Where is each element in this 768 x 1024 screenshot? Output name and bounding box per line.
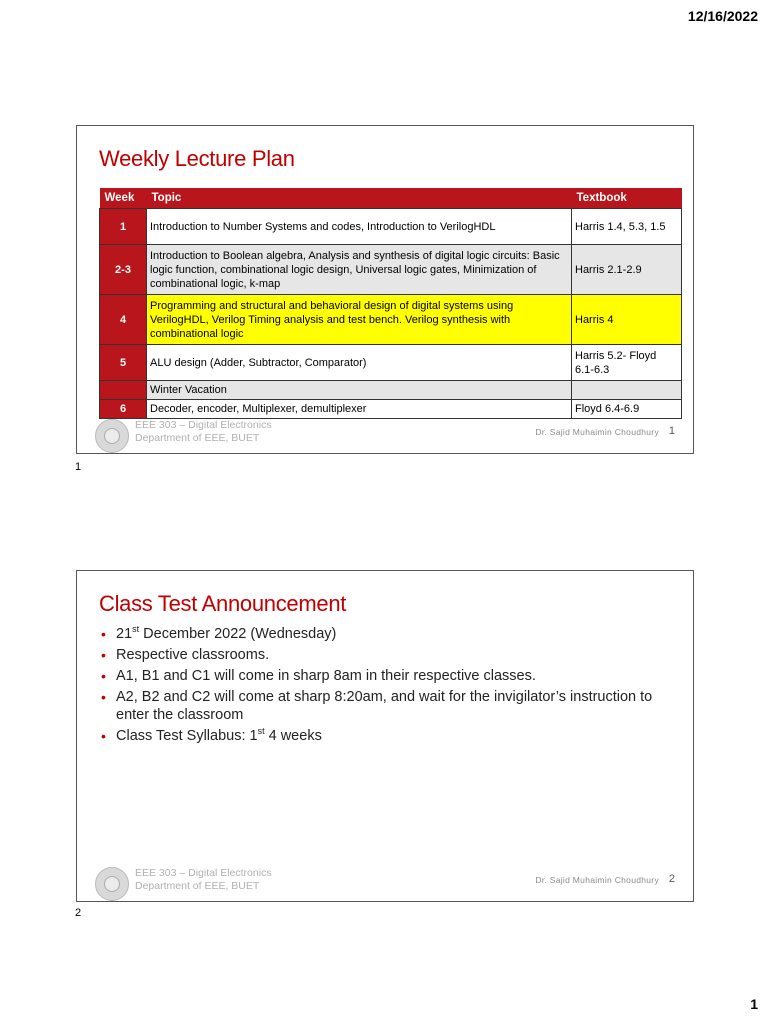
slide-number: 1 (668, 425, 675, 437)
course-title: EEE 303 – Digital Electronics (135, 867, 272, 879)
textbook-cell (572, 381, 682, 400)
week-cell (100, 381, 147, 400)
topic-cell: Decoder, encoder, Multiplexer, demultiplexer (147, 400, 572, 419)
textbook-cell: Harris 1.4, 5.3, 1.5 (572, 209, 682, 245)
slide-title: Class Test Announcement (99, 591, 347, 616)
table-row (100, 295, 682, 345)
author-name: Dr. Sajid Muhaimin Choudhury (535, 875, 659, 885)
header-week: Week (100, 188, 147, 209)
week-cell: 1 (100, 209, 147, 245)
slide-title: Weekly Lecture Plan (99, 146, 295, 171)
textbook-cell: Harris 5.2- Floyd 6.1-6.3 (572, 345, 682, 381)
list-item (99, 625, 659, 643)
week-cell: 6 (100, 400, 147, 419)
syllabus-text: Class Test Syllabus: 1 (116, 728, 258, 744)
table-row (100, 345, 682, 381)
table-row (100, 381, 682, 400)
header-topic: Topic (147, 188, 572, 209)
slide-footer (95, 419, 675, 453)
syllabus-rest: 4 weeks (264, 728, 322, 744)
textbook-cell: Harris 2.1-2.9 (572, 245, 682, 295)
list-item: • Respective classrooms. (99, 646, 659, 664)
slide-class-test-announcement (76, 570, 694, 902)
topic-cell: Introduction to Number Systems and codes, Introduction to VerilogHDL (147, 209, 572, 245)
page-number: 1 (750, 996, 758, 1012)
course-title: EEE 303 – Digital Electronics (135, 419, 272, 431)
university-seal-icon (95, 867, 129, 901)
ordinal-suffix: st (132, 624, 140, 635)
table-header-row (100, 188, 682, 209)
list-item: • A2, B2 and C2 will come at sharp 8:20am, and wait for the invigilator’s instruction to enter the classroom (99, 688, 659, 724)
ordinal-suffix: st (257, 726, 265, 737)
week-cell: 5 (100, 345, 147, 381)
lecture-plan-table (99, 188, 682, 419)
table-row (100, 245, 682, 295)
header-textbook: Textbook (572, 188, 682, 209)
topic-cell: Winter Vacation (147, 381, 572, 400)
list-item (99, 727, 659, 745)
course-info (135, 419, 272, 445)
textbook-cell: Floyd 6.4-6.9 (572, 400, 682, 419)
date-rest: December 2022 (Wednesday) (139, 626, 337, 642)
topic-cell: ALU design (Adder, Subtractor, Comparator) (147, 345, 572, 381)
topic-cell: Programming and structural and behavioral design of digital systems using VerilogHDL, Verilog Timing analysis and test bench. Verilog synthesis with combinational logic (147, 295, 572, 345)
slide-caption: 1 (75, 461, 82, 473)
topic-cell: Introduction to Boolean algebra, Analysis and synthesis of digital logic circuits: Basic logic function, combinational logic design, Universal logic gates, Minimization of combinational logic, k-map (147, 245, 572, 295)
week-cell: 4 (100, 295, 147, 345)
slide-caption: 2 (75, 907, 82, 919)
date-day: 21 (116, 626, 133, 642)
page-date: 12/16/2022 (687, 8, 758, 24)
announcement-list (99, 625, 659, 748)
course-info (135, 867, 272, 893)
table-row (100, 209, 682, 245)
list-item: • A1, B1 and C1 will come in sharp 8am in their respective classes. (99, 667, 659, 685)
department-name: Department of EEE, BUET (135, 880, 260, 892)
author-name: Dr. Sajid Muhaimin Choudhury (535, 427, 659, 437)
university-seal-icon (95, 419, 129, 453)
slide-footer (95, 867, 675, 901)
textbook-cell: Harris 4 (572, 295, 682, 345)
table-row (100, 400, 682, 419)
slide-weekly-lecture-plan (76, 125, 694, 454)
department-name: Department of EEE, BUET (135, 432, 260, 444)
week-cell: 2-3 (100, 245, 147, 295)
slide-number: 2 (668, 873, 675, 885)
